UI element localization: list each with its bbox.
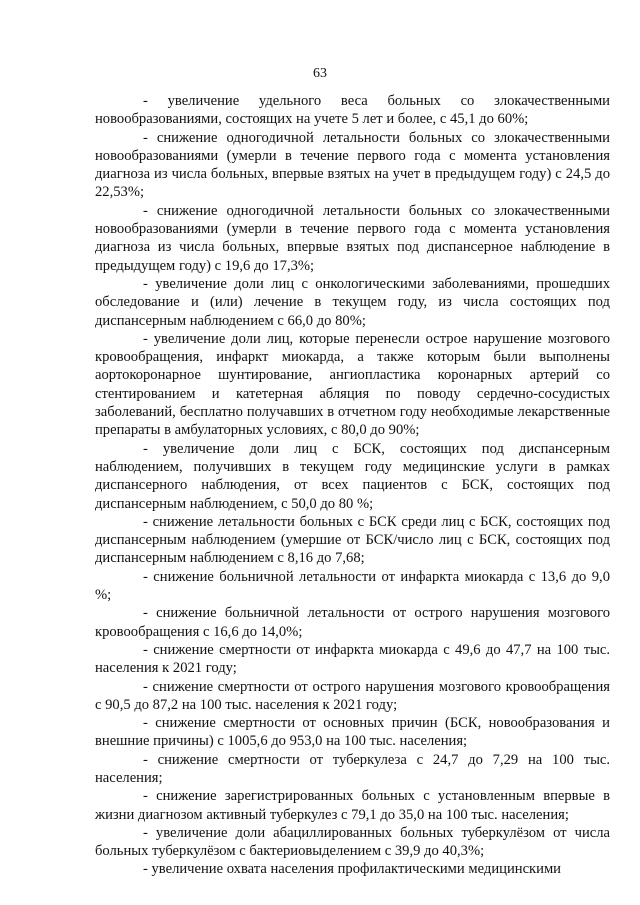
page-body <box>95 92 610 879</box>
paragraph: - снижение смертности от инфаркта миокарда с 49,6 до 47,7 на 100 тыс. населения к 2021 году; <box>95 641 610 677</box>
paragraph: - снижение больничной летальности от инфаркта миокарда с 13,6 до 9,0 %; <box>95 568 610 604</box>
paragraph: - снижение смертности от острого нарушения мозгового кровообращения с 90,5 до 87,2 на 100 тыс. населения к 2021 году; <box>95 678 610 713</box>
paragraph: - снижение больничной летальности от острого нарушения мозгового кровообращения с 16,6 до 14,0%; <box>95 605 610 640</box>
paragraph: - снижение зарегистрированных больных с установленным впервые в жизни диагнозом активный туберкулез с 79,1 до 35,0 на 100 тыс. населения; <box>95 788 610 823</box>
paragraph: - снижение смертности от туберкулеза с 24,7 до 7,29 на 100 тыс. населения; <box>95 751 610 786</box>
paragraph: - увеличение доли лиц с БСК, состоящих под диспансерным наблюдением, получивших в текущем году медицинские услуги в рамках диспансерного наблюдения, от всех пациентов с БСК, состоящих под диспансерным наблюдением, с 50,0 до 80 %; <box>95 440 610 512</box>
paragraph: - снижение смертности от основных причин (БСК, новообразования и внешние причины) с 1005,6 до 953,0 на 100 тыс. населения; <box>95 715 610 750</box>
paragraph: - увеличение доли лиц с онкологическими заболеваниями, прошедших обследование и (или) лечение в текущем году, из числа состоящих под диспансерным наблюдением с 66,0 до 80%; <box>95 275 610 329</box>
paragraph: - увеличение доли абациллированных больных туберкулёзом от числа больных туберкулёзом с бактериовыделением с 39,9 до 40,3%; <box>95 824 610 860</box>
paragraph: - увеличение охвата населения профилактическими медицинскими <box>143 861 561 878</box>
paragraph: - снижение одногодичной летальности больных со злокачественными новообразованиями (умерли в течение первого года с момента установления диагноза из числа больных, впервые взятых на учет в предыдущем году) с 24,5 до 22,53%; <box>95 129 610 201</box>
paragraph: - снижение летальности больных с БСК среди лиц с БСК, состоящих под диспансерным наблюдением (умершие от БСК/число лиц с БСК, состоящих под диспансерным наблюдением с 8,16 до 7,68; <box>95 513 610 567</box>
paragraph: - увеличение удельного веса больных со злокачественными новообразованиями, состоящих на учете 5 лет и более, с 45,1 до 60%; <box>95 93 610 128</box>
paragraph: - увеличение доли лиц, которые перенесли острое нарушение мозгового кровообращения, инфаркт миокарда, а также которым были выполнены аортокоронарное шунтирование, ангиопластика коронарных артерий со стентированием и катетерная абляция по поводу сердечно-сосудистых заболеваний, бесплатно получавших в отчетном году необходимые лекарственные препараты в амбулаторных условиях, с 80,0 до 90%; <box>95 330 610 439</box>
page-number: 63 <box>313 66 327 81</box>
paragraph: - снижение одногодичной летальности больных со злокачественными новообразованиями (умерли в течение первого года с момента установления диагноза из числа больных, впервые взятых под диспансерное наблюдение в предыдущем году) с 19,6 до 17,3%; <box>95 202 610 274</box>
